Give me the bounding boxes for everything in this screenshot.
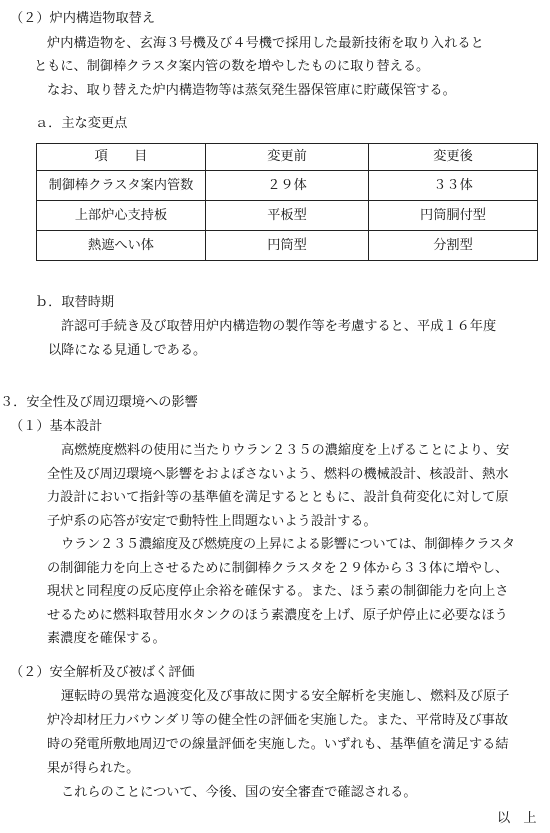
table-cell: ２９体 bbox=[206, 171, 369, 201]
table-header-row bbox=[37, 144, 538, 171]
table-row bbox=[37, 171, 538, 201]
subsection-heading-a: ａ．主な変更点 bbox=[35, 116, 128, 131]
table-row bbox=[37, 231, 538, 261]
paragraph-line: 以降になる見通しである。 bbox=[48, 343, 207, 358]
section-heading-2-2: （２）炉内構造物取替え bbox=[10, 11, 156, 26]
paragraph-line: 現状と同程度の反応度停止余裕を確保する。また、ほう素の制御能力を向上さ bbox=[47, 584, 509, 599]
paragraph-line: 力設計において指針等の基準値を満足するとともに、設計負荷変化に対して原 bbox=[47, 490, 509, 505]
paragraph-line: せるために燃料取替用水タンクのほう素濃度を上げ、原子炉停止に必要なほう bbox=[47, 608, 508, 623]
paragraph-line: ともに、制御棒クラスタ案内管の数を増やしたものに取り替える。 bbox=[34, 59, 430, 74]
table-header-cell: 項 目 bbox=[37, 144, 206, 171]
subsection-heading-3-1: （１）基本設計 bbox=[10, 419, 103, 434]
paragraph-line: 素濃度を確保する。 bbox=[47, 631, 166, 646]
paragraph-line: 果が得られた。 bbox=[47, 761, 140, 776]
table-cell: ３３体 bbox=[369, 171, 538, 201]
subsection-heading-b: ｂ．取替時期 bbox=[35, 295, 115, 310]
closing-text: 以 上 bbox=[497, 811, 537, 826]
section-heading-3: ３．安全性及び周辺環境への影響 bbox=[0, 395, 198, 410]
paragraph-line: 許認可手続き及び取替用炉内構造物の製作等を考慮すると、平成１６年度 bbox=[61, 319, 497, 334]
table-header-cell: 変更後 bbox=[369, 144, 538, 171]
paragraph-line: 高燃焼度燃料の使用に当たりウラン２３５の濃縮度を上げることにより、安 bbox=[61, 443, 510, 458]
table-cell: 熱遮へい体 bbox=[37, 231, 206, 261]
table-cell: 制御棒クラスタ案内管数 bbox=[37, 171, 206, 201]
paragraph-line: 炉内構造物を、玄海３号機及び４号機で採用した最新技術を取り入れると bbox=[47, 36, 484, 51]
paragraph-line: 炉冷却材圧力バウンダリ等の健全性の評価を実施した。また、平常時及び事故 bbox=[47, 713, 509, 728]
changes-table bbox=[36, 143, 538, 261]
table-cell: 円筒胴付型 bbox=[369, 201, 538, 231]
table-cell: 分割型 bbox=[369, 231, 538, 261]
paragraph-line: の制御能力を向上させるために制御棒クラスタを２９体から３３体に増やし、 bbox=[47, 561, 509, 576]
table-header-cell: 変更前 bbox=[206, 144, 369, 171]
table-cell: 上部炉心支持板 bbox=[37, 201, 206, 231]
paragraph-line: これらのことについて、今後、国の安全審査で確認される。 bbox=[61, 785, 417, 800]
paragraph-line: 全性及び周辺環境へ影響をおよぼさないよう、燃料の機械設計、核設計、熱水 bbox=[47, 467, 509, 482]
paragraph-line: なお、取り替えた炉内構造物等は蒸気発生器保管庫に貯蔵保管する。 bbox=[47, 83, 456, 98]
paragraph-line: 子炉系の応答が安定で動特性上問題ないよう設計する。 bbox=[47, 514, 377, 529]
paragraph-line: 時の発電所敷地周辺での線量評価を実施した。いずれも、基準値を満足する結 bbox=[47, 737, 509, 752]
table-cell: 円筒型 bbox=[206, 231, 369, 261]
paragraph-line: 運転時の異常な過渡変化及び事故に関する安全解析を実施し、燃料及び原子 bbox=[61, 689, 510, 704]
table-row bbox=[37, 201, 538, 231]
paragraph-line: ウラン２３５濃縮度及び燃焼度の上昇による影響については、制御棒クラスタ bbox=[61, 537, 515, 552]
table-cell: 平板型 bbox=[206, 201, 369, 231]
subsection-heading-3-2: （２）安全解析及び被ばく評価 bbox=[10, 665, 195, 680]
